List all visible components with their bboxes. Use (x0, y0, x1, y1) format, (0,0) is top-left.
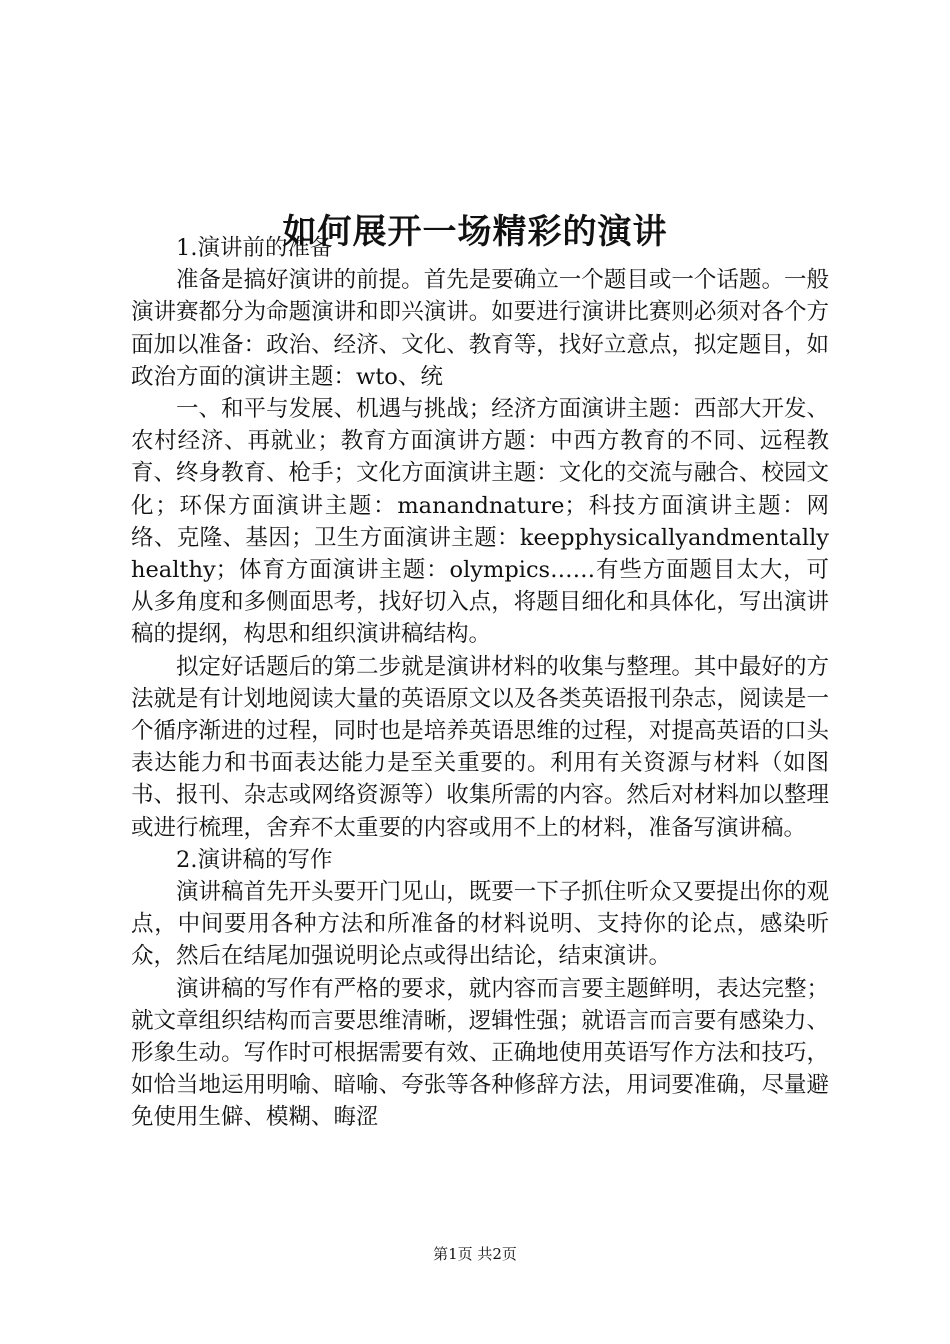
section-heading: 1.演讲前的准备 (176, 235, 333, 261)
body-paragraph: 准备是搞好演讲的前提。首先是要确立一个题目或一个话题。一般演讲赛都分为命题演讲和即兴演讲。如要进行演讲比赛则必须对各个方面加以准备：政治、经济、文化、教育等，找好立意点，拟定题目，如政治方面的演讲主题：wto、统 (131, 267, 829, 390)
body-paragraph: 演讲稿的写作有严格的要求，就内容而言要主题鲜明，表达完整；就文章组织结构而言要思维清晰，逻辑性强；就语言而言要有感染力、形象生动。写作时可根据需要有效、正确地使用英语写作方法和技巧，如恰当地运用明喻、暗喻、夸张等各种修辞方法，用词要准确，尽量避免使用生僻、模糊、晦涩 (131, 975, 829, 1131)
document-title: 如何展开一场精彩的演讲 (282, 211, 668, 252)
document-body (131, 232, 829, 1134)
body-paragraph: 演讲稿首先开头要开门见山，既要一下子抓住听众又要提出你的观点，中间要用各种方法和所准备的材料说明、支持你的论点，感染听众，然后在结尾加强说明论点或得出结论，结束演讲。 (131, 879, 829, 970)
body-paragraph: 一、和平与发展、机遇与挑战；经济方面演讲主题：西部大开发、农村经济、再就业；教育方面演讲方题：中西方教育的不同、远程教育、终身教育、枪手；文化方面演讲主题：文化的交流与融合、校园文化；环保方面演讲主题：manandnature；科技方面演讲主题：网络、克隆、基因；卫生方面演讲主题：keepphysicallyandmentallyhealthy；体育方面演讲主题：olympics……有些方面题目太大，可从多角度和多侧面思考，找好切入点，将题目细化和具体化，写出演讲稿的提纲，构思和组织演讲稿结构。 (131, 396, 829, 648)
section-heading: 2.演讲稿的写作 (176, 846, 333, 873)
body-paragraph: 拟定好话题后的第二步就是演讲材料的收集与整理。其中最好的方法就是有计划地阅读大量的英语原文以及各类英语报刊杂志，阅读是一个循序渐进的过程，同时也是培养英语思维的过程，对提高英语的口头表达能力和书面表达能力是至关重要的。利用有关资源与材料（如图书、报刊、杂志或网络资源等）收集所需的内容。然后对材料加以整理或进行梳理，舍弃不太重要的内容或用不上的材料，准备写演讲稿。 (131, 653, 829, 841)
page-footer: 第1页 共2页 (433, 1245, 517, 1263)
